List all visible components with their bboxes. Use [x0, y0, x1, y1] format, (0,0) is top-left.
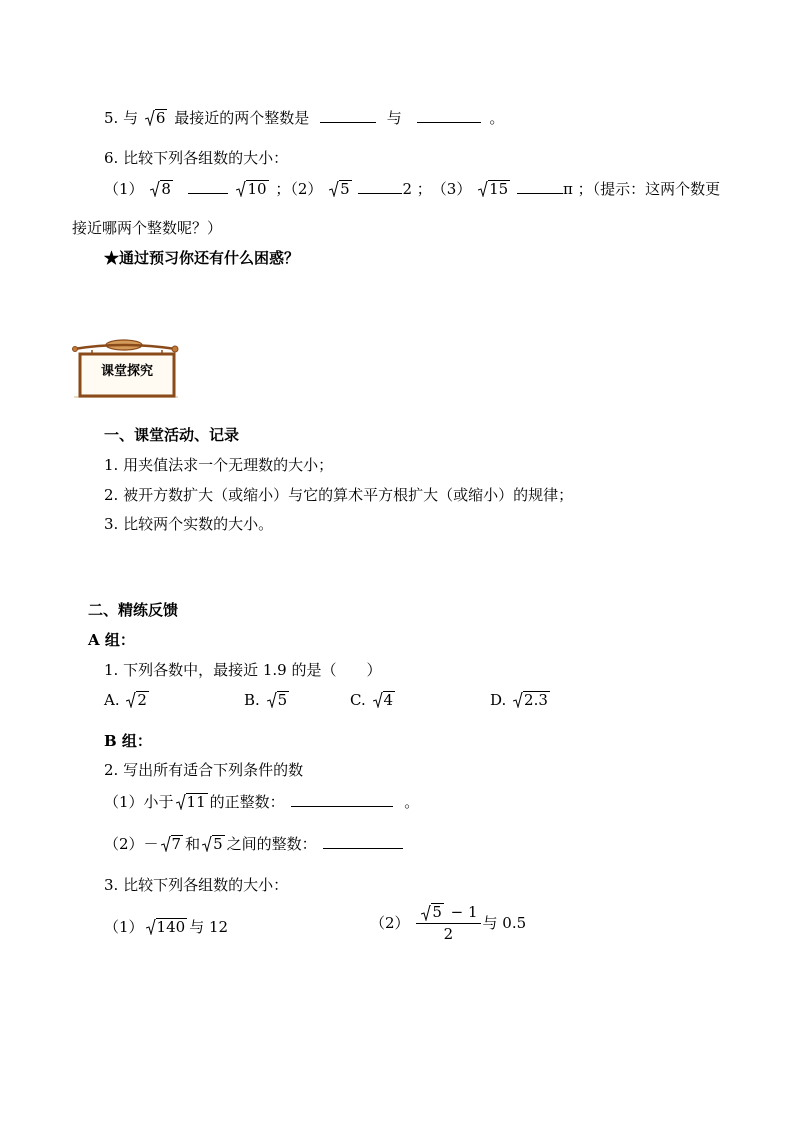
sqrt-8: 8 — [150, 179, 173, 199]
q5-prefix: 5. 与 — [104, 109, 139, 127]
question-6-continued: 接近哪两个整数呢？） — [72, 219, 223, 237]
answer-blank-3[interactable] — [291, 792, 393, 807]
question-1: 1. 下列各数中，最接近 1.9 的是（ ） — [104, 661, 382, 679]
doubts-prompt: ★通过预习你还有什么困惑？ — [104, 249, 300, 267]
compare-blank-3[interactable] — [517, 179, 563, 194]
question-3-part-1: （1） 140 与 12 — [104, 918, 229, 936]
question-3: 3. 比较下列各组数的大小： — [104, 876, 289, 894]
section-2-heading: 二、精练反馈 — [88, 601, 179, 619]
question-3-part-2: （2） $\frac{5 - 1}{2}$ 与 0.5 — [370, 903, 527, 943]
answer-blank-4[interactable] — [323, 834, 403, 849]
question-5: 5. 与 6 最接近的两个整数是 与 。 — [104, 109, 505, 127]
option-c[interactable]: C. 4 — [350, 691, 394, 709]
question-2-part-1: （1）小于 11 的正整数： 。 — [104, 793, 420, 811]
option-b[interactable]: B. 5 — [244, 691, 288, 709]
list-item: 2. 被开方数扩大（或缩小）与它的算术平方根扩大（或缩小）的规律； — [104, 486, 574, 504]
question-6-title: 6. 比较下列各组数的大小： — [104, 149, 289, 167]
group-a-label: A 组： — [88, 631, 135, 649]
question-6-parts: （1） 8 10 ；（2） 5 2 ； （3） 15 π ；（提示：这两个数更 — [104, 180, 721, 198]
classroom-inquiry-badge — [72, 336, 180, 400]
list-item: 3. 比较两个实数的大小。 — [104, 515, 274, 533]
compare-blank-1[interactable] — [188, 179, 228, 194]
option-a[interactable]: A. 2 — [104, 691, 147, 709]
sqrt-5: 5 — [329, 179, 352, 199]
q5-middle: 最接近的两个整数是 — [174, 109, 310, 127]
sqrt-10: 10 — [236, 179, 268, 199]
answer-blank-1[interactable] — [320, 108, 376, 123]
option-d[interactable]: D. 2.3 — [490, 691, 548, 709]
fraction: $\frac{5 - 1}{2}$ — [416, 903, 480, 943]
section-1-heading: 一、课堂活动、记录 — [104, 426, 240, 444]
badge-label: 课堂探究 — [100, 364, 153, 379]
sqrt-6: 6 — [145, 108, 168, 128]
list-item: 1. 用夹值法求一个无理数的大小； — [104, 456, 334, 474]
compare-blank-2[interactable] — [358, 179, 402, 194]
group-b-label: B 组： — [104, 732, 152, 750]
question-2-part-2: （2）－ 7 和 5 之间的整数： — [104, 834, 403, 854]
question-2: 2. 写出所有适合下列条件的数 — [104, 761, 304, 779]
answer-blank-2[interactable] — [417, 108, 481, 123]
q5-connector: 与 — [386, 109, 402, 127]
sqrt-15: 15 — [478, 179, 510, 199]
